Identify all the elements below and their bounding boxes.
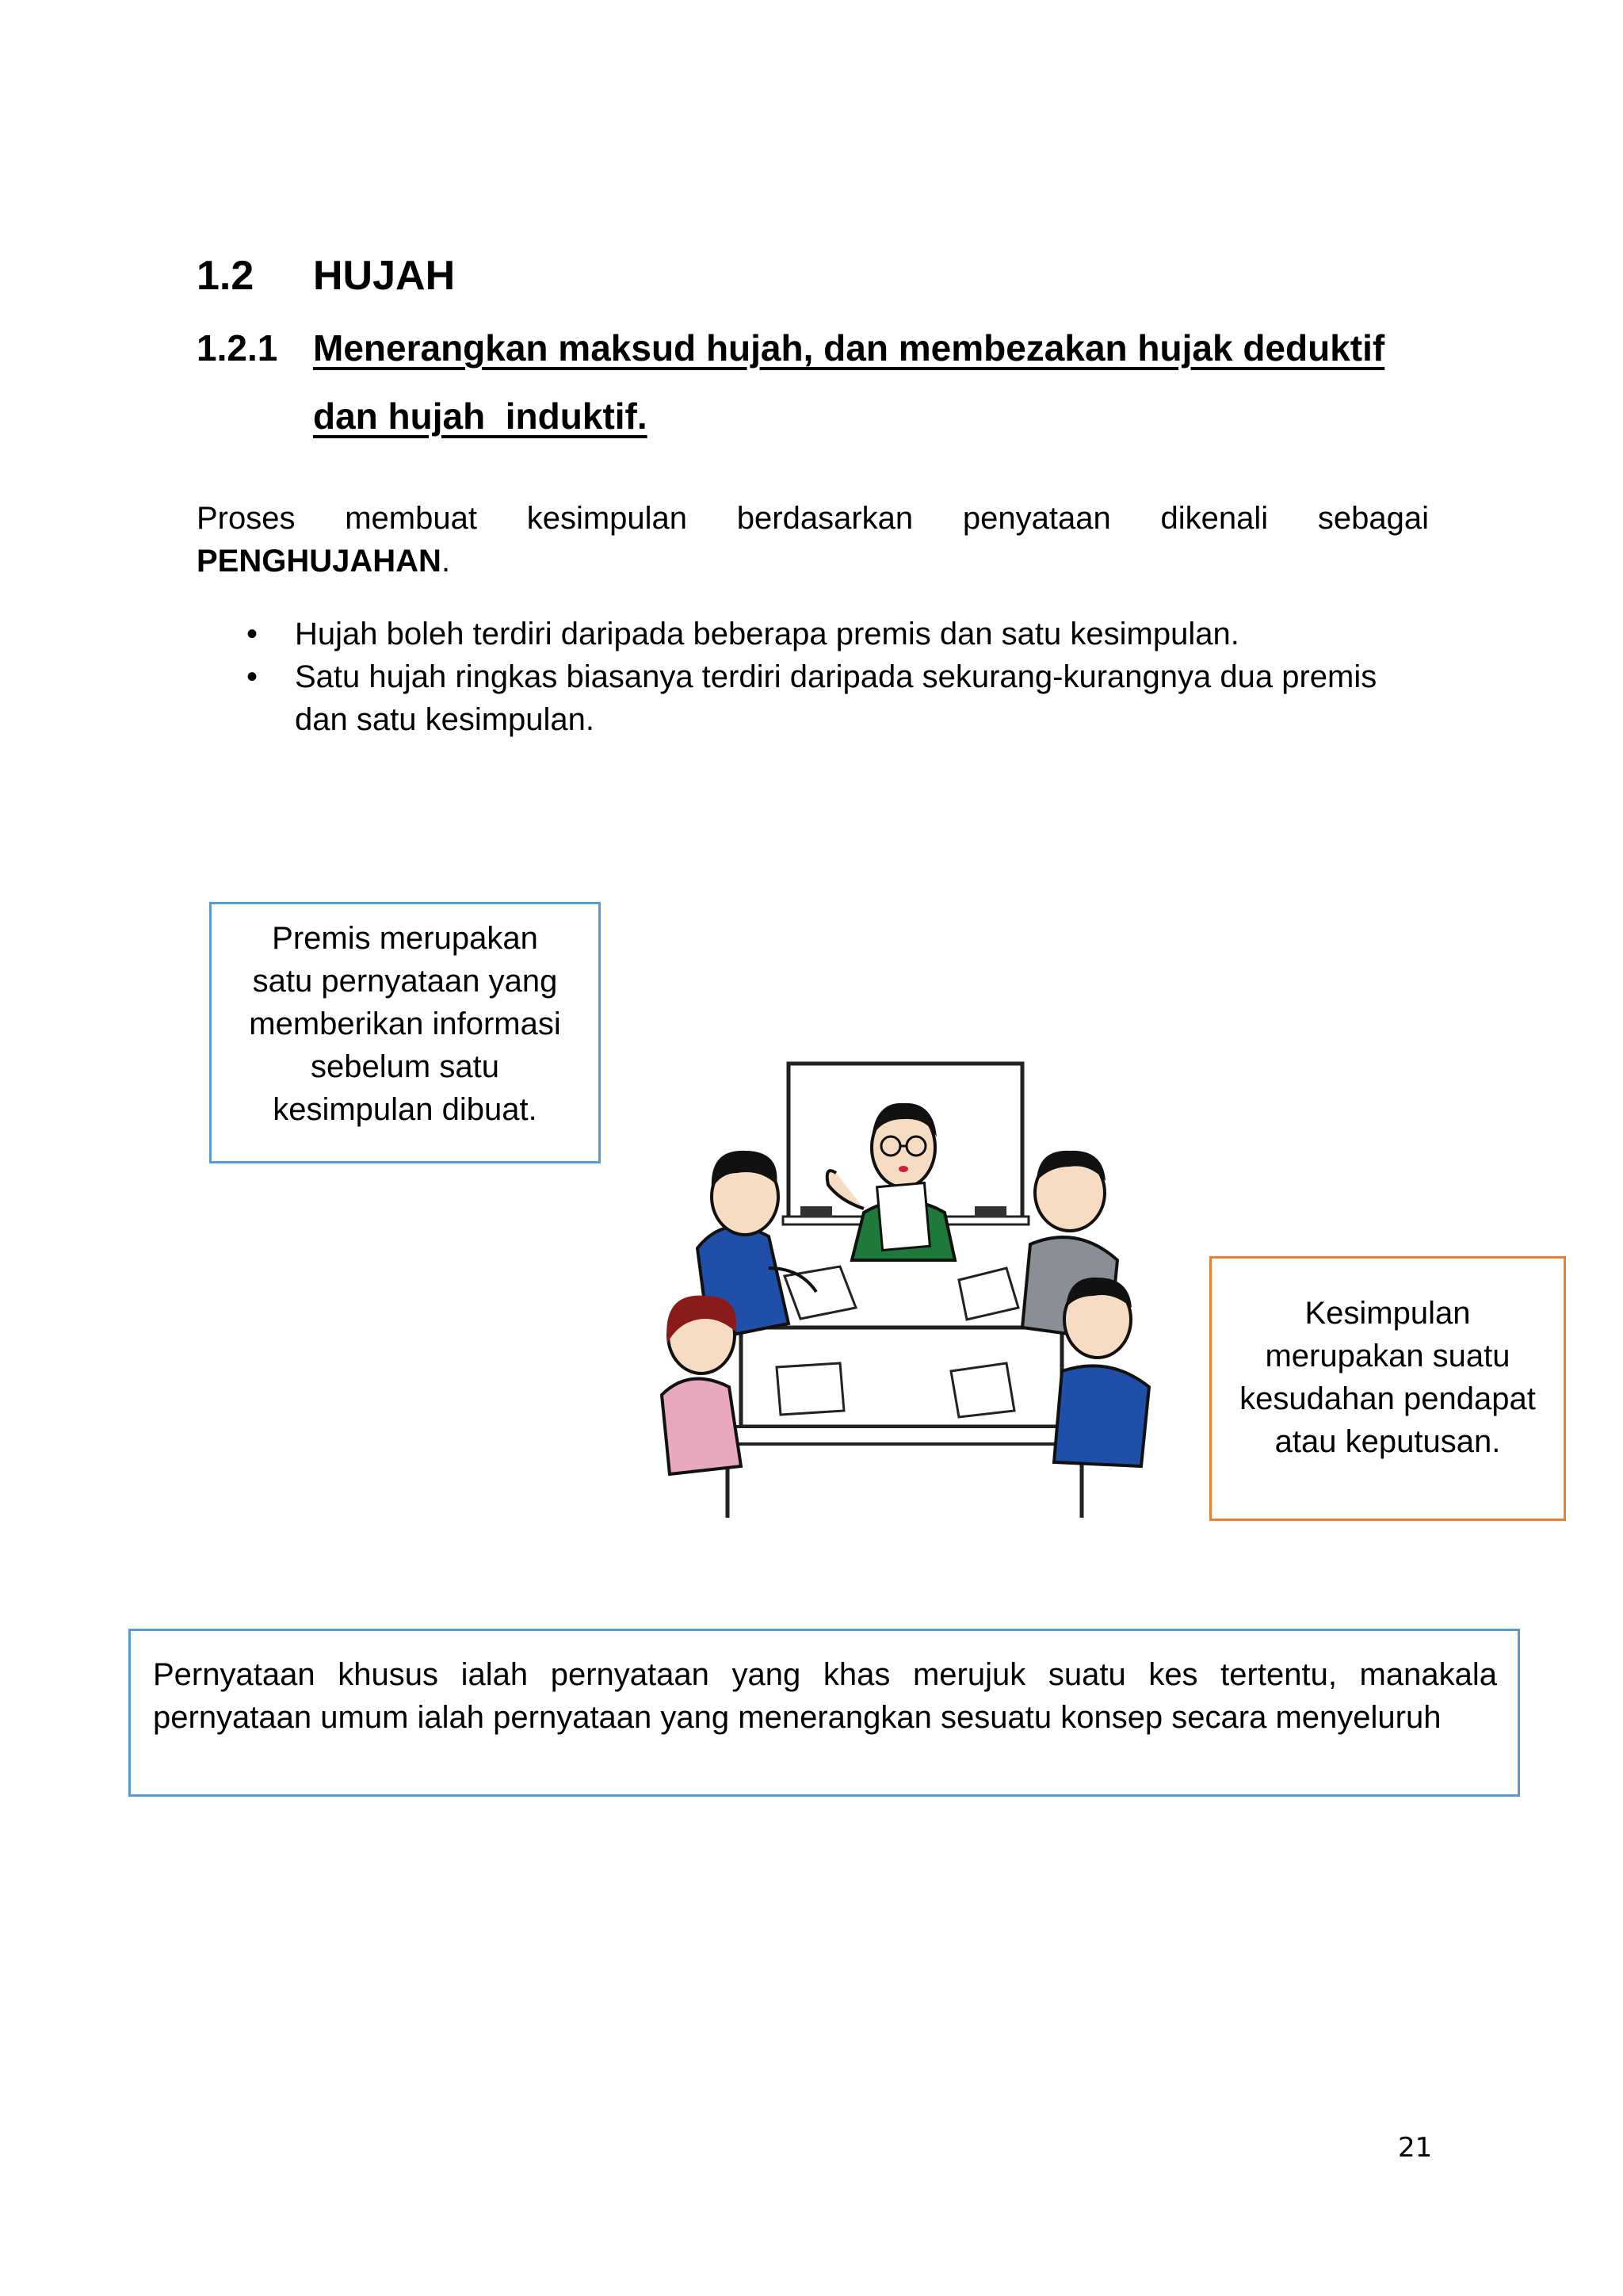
note-line2: pernyataan umum ialah pernyataan yang menerangkan sesuatu konsep secara menyeluruh	[153, 1700, 1442, 1735]
premis-line: memberikan informasi	[249, 1007, 561, 1041]
kesimpulan-line: Kesimpulan	[1304, 1296, 1471, 1331]
subsection-number: 1.2.1	[197, 327, 278, 369]
kesimpulan-line: merupakan suatu	[1265, 1339, 1510, 1373]
subsection-title-line1: Menerangkan maksud hujah, dan membezakan hujak deduktif	[313, 327, 1385, 369]
subsection-title-line2: dan hujah induktif.	[313, 395, 647, 437]
intro-line1: Proses membuat kesimpulan berdasarkan penyataan dikenali sebagai	[197, 501, 1429, 536]
premis-line: sebelum satu	[311, 1049, 499, 1084]
note-line1: Pernyataan khusus ialah pernyataan yang khas merujuk suatu kes tertentu, manakala	[153, 1657, 1497, 1692]
page-number: 21	[1398, 2132, 1433, 2164]
bullet-icon: •	[246, 659, 258, 694]
section-title: HUJAH	[313, 253, 456, 299]
section-number: 1.2	[197, 253, 254, 299]
kesimpulan-line: kesudahan pendapat	[1239, 1381, 1536, 1416]
list-item: • Satu hujah ringkas biasanya terdiri daripada sekurang-kurangnya dua premis	[197, 655, 1433, 698]
list-item: • Hujah boleh terdiri daripada beberapa premis dan satu kesimpulan.	[197, 613, 1433, 655]
bullet-list	[197, 613, 1433, 741]
meeting-illustration	[650, 1054, 1189, 1530]
kesimpulan-box	[1209, 1256, 1566, 1521]
intro-line2	[197, 540, 450, 583]
list-item: dan satu kesimpulan.	[295, 702, 595, 737]
kesimpulan-line: atau keputusan.	[1274, 1424, 1501, 1459]
premis-line: kesimpulan dibuat.	[273, 1092, 537, 1127]
note-box	[128, 1629, 1520, 1797]
penghujahan-term: PENGHUJAHAN	[197, 544, 441, 579]
premis-box	[209, 902, 601, 1163]
intro-end: .	[441, 544, 451, 579]
premis-line: Premis merupakan	[272, 921, 538, 956]
premis-line: satu pernyataan yang	[252, 964, 558, 999]
bullet-icon: •	[246, 617, 258, 651]
